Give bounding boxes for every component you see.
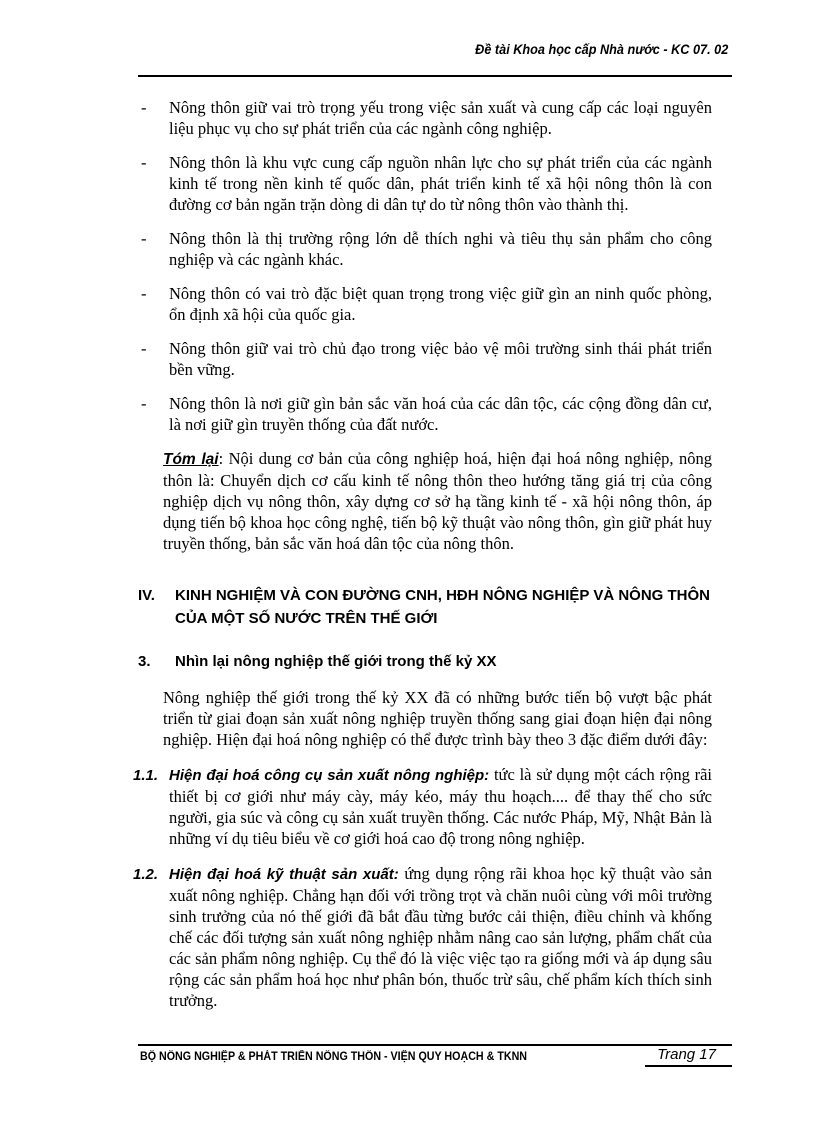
bullet-text: Nông thôn giữ vai trò trọng yếu trong việc sản xuất và cung cấp các loại nguyên liệu phục vụ cho sự phát triển của các ngành công nghiệp. [169,98,712,138]
bullet-text: Nông thôn là thị trường rộng lớn dễ thích nghi và tiêu thụ sản phẩm cho công nghiệp và các ngành khác. [169,229,712,269]
bullet-dash: - [141,98,147,117]
numbered-item-1-2 [133,863,713,1011]
bullet-text: Nông thôn là nơi giữ gìn bản sắc văn hoá của các dân tộc, các cộng đồng dân cư, là nơi giữ gìn truyền thống của đất nước. [169,394,712,434]
footer-organization: BỘ NÔNG NGHIỆP & PHÁT TRIỂN NÔNG THÔN - VIỆN QUY HOẠCH & TKNN [140,1051,528,1063]
bullet-dash: - [141,394,147,413]
page-header-title: Đề tài Khoa học cấp Nhà nước - KC 07. 02 [474,42,728,57]
bullet-item [138,283,712,325]
bullet-text: Nông thôn là khu vực cung cấp nguồn nhân lực cho sự phát triển của các ngành kinh tế trong nền kinh tế quốc dân, phát triển kinh tế xã hội nông thôn là con đường cơ bản ngăn trặn dòng di dân tự do từ nông thôn vào thành thị. [169,153,712,214]
item-lead: Hiện đại hoá kỹ thuật sản xuất: [169,866,399,883]
subsection-title: Nhìn lại nông nghiệp thế giới trong thế kỷ XX [175,653,497,670]
bullet-item [138,228,712,270]
bullet-dash: - [141,229,147,248]
bullet-dash: - [141,153,147,172]
bullet-item [138,97,712,139]
subsection-number: 3. [138,653,151,670]
subsection-heading-3 [138,650,712,673]
header-rule [138,75,732,77]
section-title: KINH NGHIỆM VÀ CON ĐƯỜNG CNH, HĐH NÔNG NGHIỆP VÀ NÔNG THÔN CỦA MỘT SỐ NƯỚC TRÊN THẾ GIỚI [175,587,710,627]
intro-paragraph: Nông nghiệp thế giới trong thế kỷ XX đã có những bước tiến bộ vượt bậc phát triển từ giai đoạn sản xuất nông nghiệp truyền thống sang giai đoạn hiện đại nông nghiệp. Hiện đại hoá nông nghiệp có thể được trình bày theo 3 đặc điểm dưới đây: [163,688,712,749]
item-lead: Hiện đại hoá công cụ sản xuất nông nghiệp: [169,767,490,784]
summary-paragraph [163,448,712,554]
bullet-dash: - [141,339,147,358]
bullet-text: Nông thôn có vai trò đặc biệt quan trọng trong việc giữ gìn an ninh quốc phòng, ổn định xã hội của quốc gia. [169,284,712,324]
section-number: IV. [138,587,155,604]
summary-label: Tóm lại [163,451,219,468]
section-heading-iv [138,584,712,630]
bullet-text: Nông thôn giữ vai trò chủ đạo trong việc bảo vệ môi trường sinh thái phát triển bền vững. [169,339,712,379]
item-text: ứng dụng rộng rãi khoa học kỹ thuật vào sản xuất nông nghiệp. Chẳng hạn đối với trồng trọt và chăn nuôi cùng với môi trường sinh trưởng của nó thế giới đã bắt đầu từng bước cải thiện, điều chỉnh và khống chế các đối tượng sản xuất nông nghiệp nhằm nâng cao sản lượng, phẩm chất của các sản phẩm nông nghiệp. Cụ thể đó là việc việc tạo ra giống mới và áp dụng sâu rộng các sản phẩm hoá học như phân bón, thuốc trừ sâu, chế phẩm kích thích sinh trưởng. [169,864,713,1010]
bullet-item [138,338,712,380]
footer-rule [138,1044,732,1046]
numbered-item-1-1 [133,764,712,849]
bullet-item [138,393,712,435]
item-text: tức là sử dụng một cách rộng rãi thiết bị cơ giới như máy cày, máy kéo, máy thu hoạch.... để thay thế cho sức người, gia súc và công cụ sản xuất truyền thống. Các nước Pháp, Mỹ, Nhật Bản là những ví dụ tiêu biểu về cơ giới hoá cao độ trong nông nghiệp. [169,765,712,848]
item-number: 1.1. [133,767,159,784]
document-body [133,97,713,1011]
item-number: 1.2. [133,866,159,883]
page-number: Trang 17 [645,1046,732,1067]
summary-text: : Nội dung cơ bản của công nghiệp hoá, hiện đại hoá nông nghiệp, nông thôn là: Chuyển dịch cơ cấu kinh tế nông thôn theo hướng tăng giá trị của công nghiệp dịch vụ nông thôn, xây dựng cơ sở hạ tầng kinh tế - xã hội nông thôn, áp dụng tiến bộ khoa học công nghệ, tiến bộ kỹ thuật vào nông thôn, gìn giữ phát huy truyền thống, bản sắc văn hoá dân tộc của nông thôn. [163,449,712,553]
bullet-item [138,152,712,215]
bullet-dash: - [141,284,147,303]
